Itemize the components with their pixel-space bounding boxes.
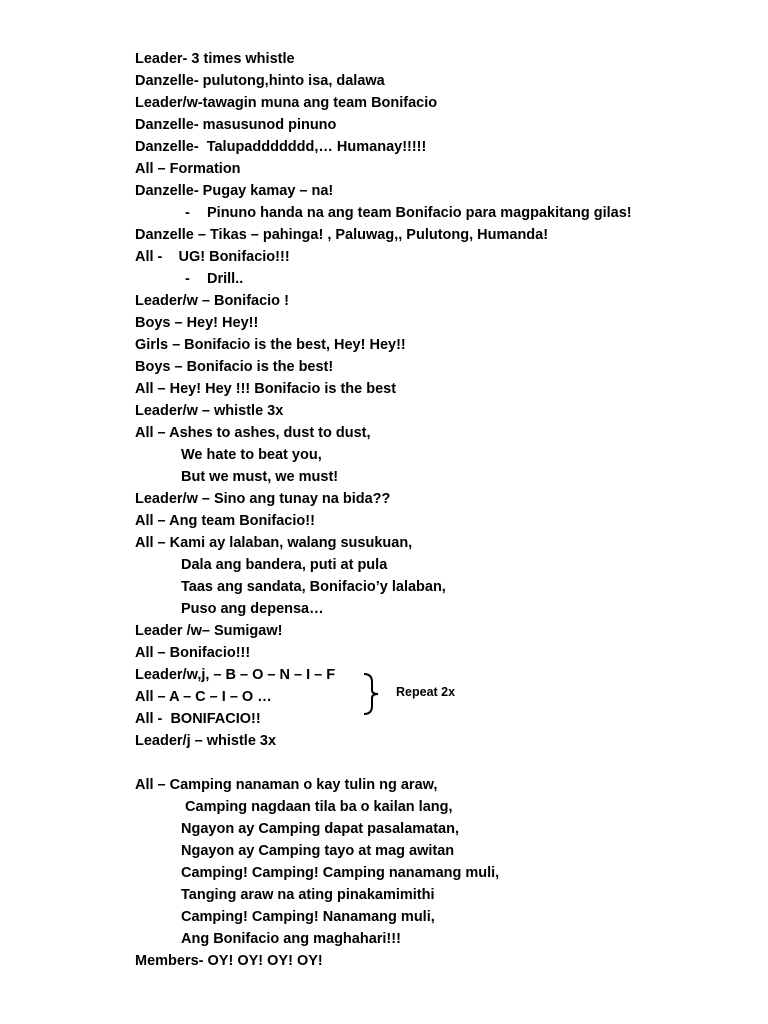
- script-line: Leader/w – Sino ang tunay na bida??: [135, 491, 391, 507]
- script-line: We hate to beat you,: [181, 447, 322, 463]
- script-line: Tanging araw na ating pinakamimithi: [181, 887, 435, 903]
- script-line: All - UG! Bonifacio!!!: [135, 249, 290, 265]
- script-line: Boys – Bonifacio is the best!: [135, 359, 334, 375]
- script-line: All - BONIFACIO!!: [135, 711, 261, 727]
- script-line: Leader- 3 times whistle: [135, 51, 295, 67]
- script-line: Dala ang bandera, puti at pula: [181, 557, 388, 573]
- script-line: All – Hey! Hey !!! Bonifacio is the best: [135, 381, 397, 397]
- script-line: All – Camping nanaman o kay tulin ng araw,: [135, 777, 438, 793]
- script-line: All – A – C – I – O …: [135, 689, 272, 705]
- script-line: [135, 268, 632, 290]
- script-line: Puso ang depensa…: [181, 601, 324, 617]
- script-line: Danzelle – Tikas – pahinga! , Paluwag,, Pulutong, Humanda!: [135, 227, 549, 243]
- script-line: Leader/j – whistle 3x: [135, 733, 277, 749]
- script-line: Ngayon ay Camping tayo at mag awitan: [181, 843, 455, 859]
- script-line: But we must, we must!: [181, 469, 339, 485]
- script-line: [135, 752, 632, 774]
- line-text: Drill..: [207, 271, 244, 287]
- script-line: Leader/w-tawagin muna ang team Bonifacio: [135, 95, 438, 111]
- script-line: All – Ang team Bonifacio!!: [135, 513, 315, 529]
- script-line: All – Formation: [135, 161, 241, 177]
- script-line: Taas ang sandata, Bonifacio’y lalaban,: [181, 579, 446, 595]
- script-line: Camping! Camping! Camping nanamang muli,: [181, 865, 500, 881]
- script-line: Danzelle- masusunod pinuno: [135, 117, 337, 133]
- script-line: Leader/w – Bonifacio !: [135, 293, 289, 309]
- script-line: Danzelle- pulutong,hinto isa, dalawa: [135, 73, 385, 89]
- script-line: Members- OY! OY! OY! OY!: [135, 953, 323, 969]
- script-line: Boys – Hey! Hey!!: [135, 315, 259, 331]
- line-text: Pinuno handa na ang team Bonifacio para magpakitang gilas!: [207, 205, 632, 221]
- script-line: Camping nagdaan tila ba o kailan lang,: [181, 799, 453, 815]
- script-line: Girls – Bonifacio is the best, Hey! Hey!!: [135, 337, 406, 353]
- cheer-script: [135, 48, 632, 972]
- script-line: All – Kami ay lalaban, walang susukuan,: [135, 535, 413, 551]
- script-line: All – Bonifacio!!!: [135, 645, 251, 661]
- script-line: Leader/w – whistle 3x: [135, 403, 284, 419]
- repeat-note: Repeat 2x: [396, 685, 456, 699]
- script-line: Danzelle- Talupaddddddd,… Humanay!!!!!: [135, 139, 427, 155]
- script-line: Camping! Camping! Nanamang muli,: [181, 909, 435, 925]
- script-line: Leader/w,j, – B – O – N – I – F: [135, 667, 336, 683]
- script-line: [135, 202, 632, 224]
- repeat-brace: [360, 672, 390, 716]
- script-line: Leader /w– Sumigaw!: [135, 623, 283, 639]
- dash-marker: -: [185, 205, 190, 221]
- dash-marker: -: [185, 271, 190, 287]
- script-line: All – Ashes to ashes, dust to dust,: [135, 425, 371, 441]
- script-line: Ngayon ay Camping dapat pasalamatan,: [181, 821, 459, 837]
- script-line: Danzelle- Pugay kamay – na!: [135, 183, 334, 199]
- script-line: Ang Bonifacio ang maghahari!!!: [181, 931, 401, 947]
